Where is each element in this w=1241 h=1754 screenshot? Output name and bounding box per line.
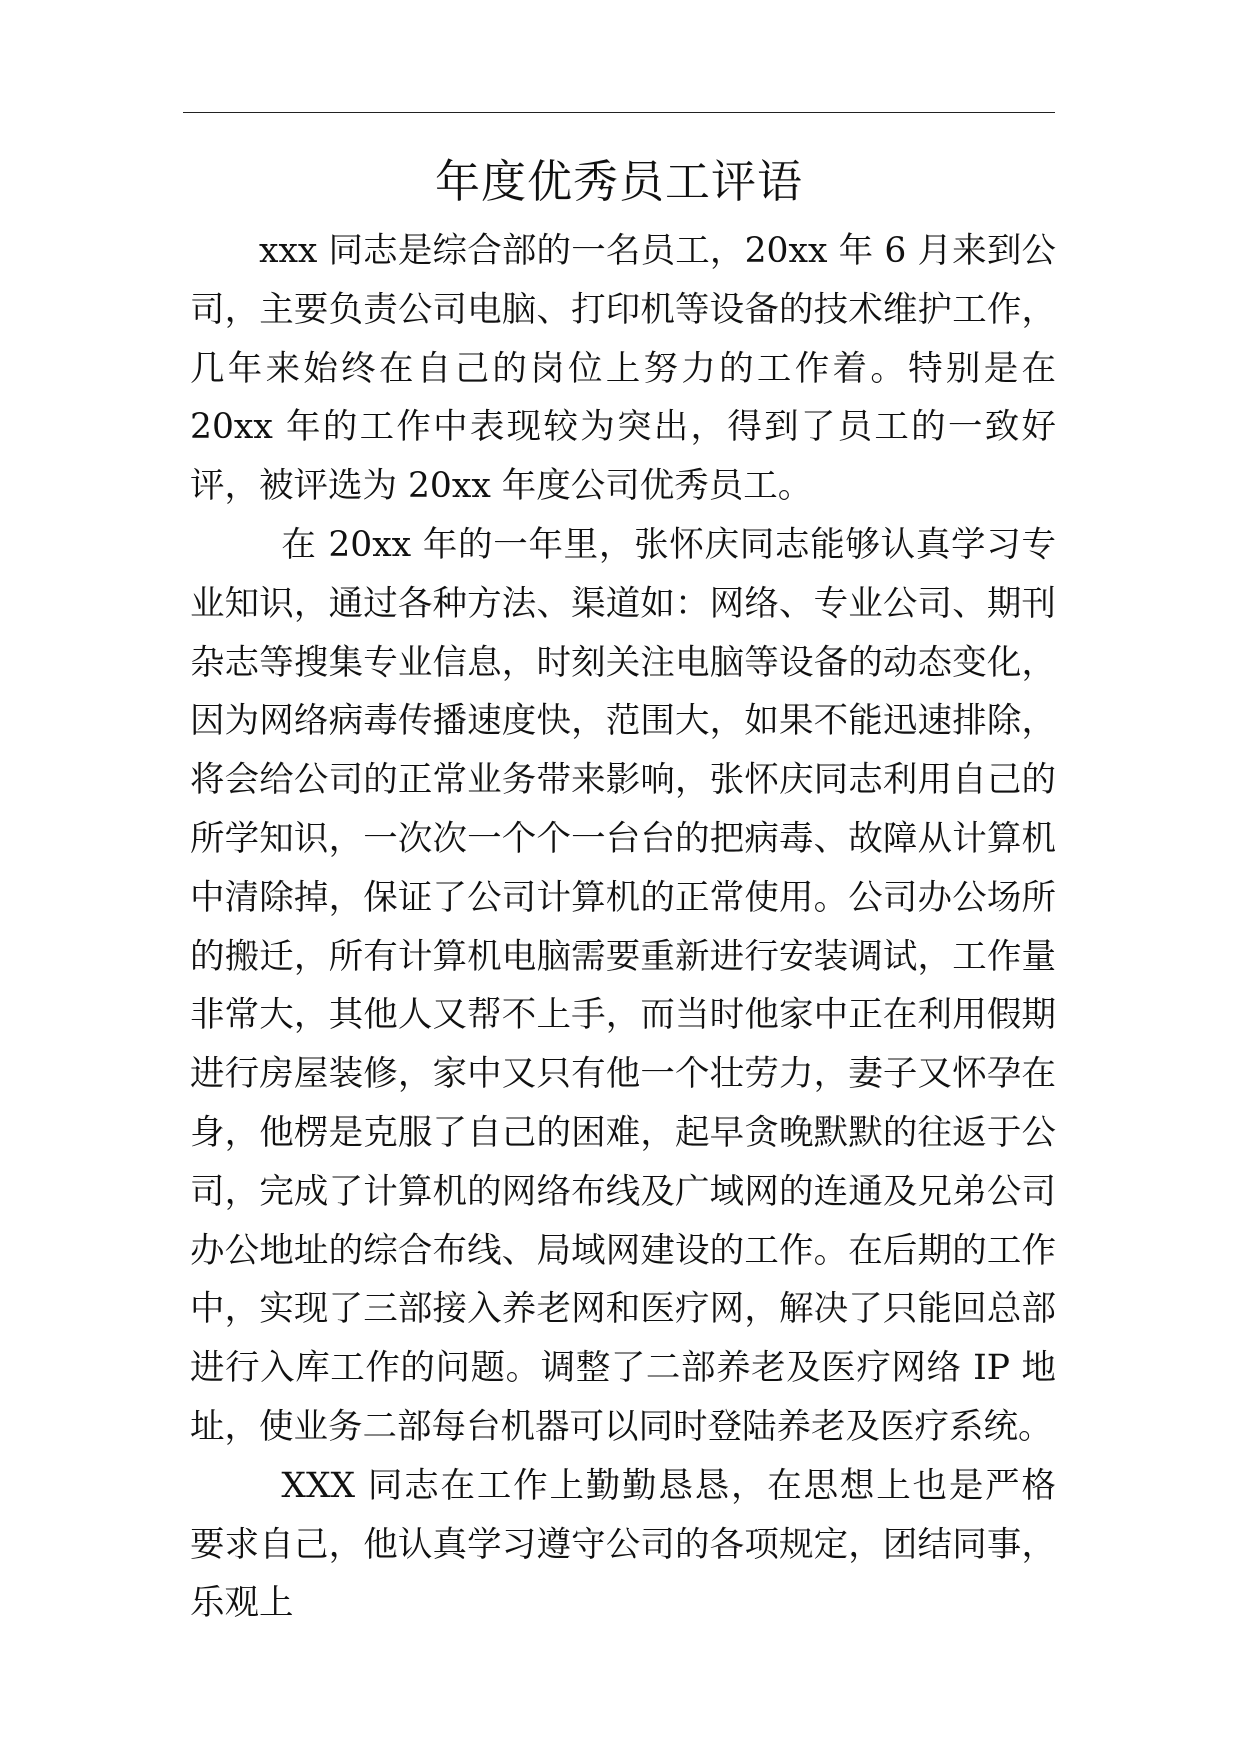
paragraph: XXX 同志在工作上勤勤恳恳，在思想上也是严格要求自己，他认真学习遵守公司的各项规定，团结同事，乐观上 bbox=[190, 1465, 1056, 1624]
paragraph: 在 20xx 年的一年里，张怀庆同志能够认真学习专业知识，通过各种方法、渠道如：网络、专业公司、期刊杂志等搜集专业信息，时刻关注电脑等设备的动态变化，因为网络病毒传播速度快，范围大，如果不能迅速排除，将会给公司的正常业务带来影响，张怀庆同志利用自己的所学知识，一次次一个个一台台的把病毒、故障从计算机中清除掉，保证了公司计算机的正常使用。公司办公场所的搬迁，所有计算机电脑需要重新进行安装调试，工作量非常大，其他人又帮不上手，而当时他家中正在利用假期进行房屋装修，家中又只有他一个壮劳力，妻子又怀孕在身，他楞是克服了自己的困难，起早贪晚默默的往返于公司，完成了计算机的网络布线及广域网的连通及兄弟公司办公地址的综合布线、局域网建设的工作。在后期的工作中，实现了三部接入养老网和医疗网，解决了只能回总部进行入库工作的问题。调整了二部养老及医疗网络 IP 地址，使业务二部每台机器可以同时登陆养老及医疗系统。 bbox=[190, 524, 1056, 1447]
document-title: 年度优秀员工评语 bbox=[434, 155, 803, 208]
header-rule bbox=[183, 112, 1055, 113]
document-body bbox=[190, 222, 1056, 1633]
paragraph: xxx 同志是综合部的一名员工，20xx 年 6 月来到公司，主要负责公司电脑、打印机等设备的技术维护工作，几年来始终在自己的岗位上努力的工作着。特别是在 20xx 年的工作中表现较为突出，得到了员工的一致好评，被评选为 20xx 年度公司优秀员工。 bbox=[190, 231, 1056, 507]
